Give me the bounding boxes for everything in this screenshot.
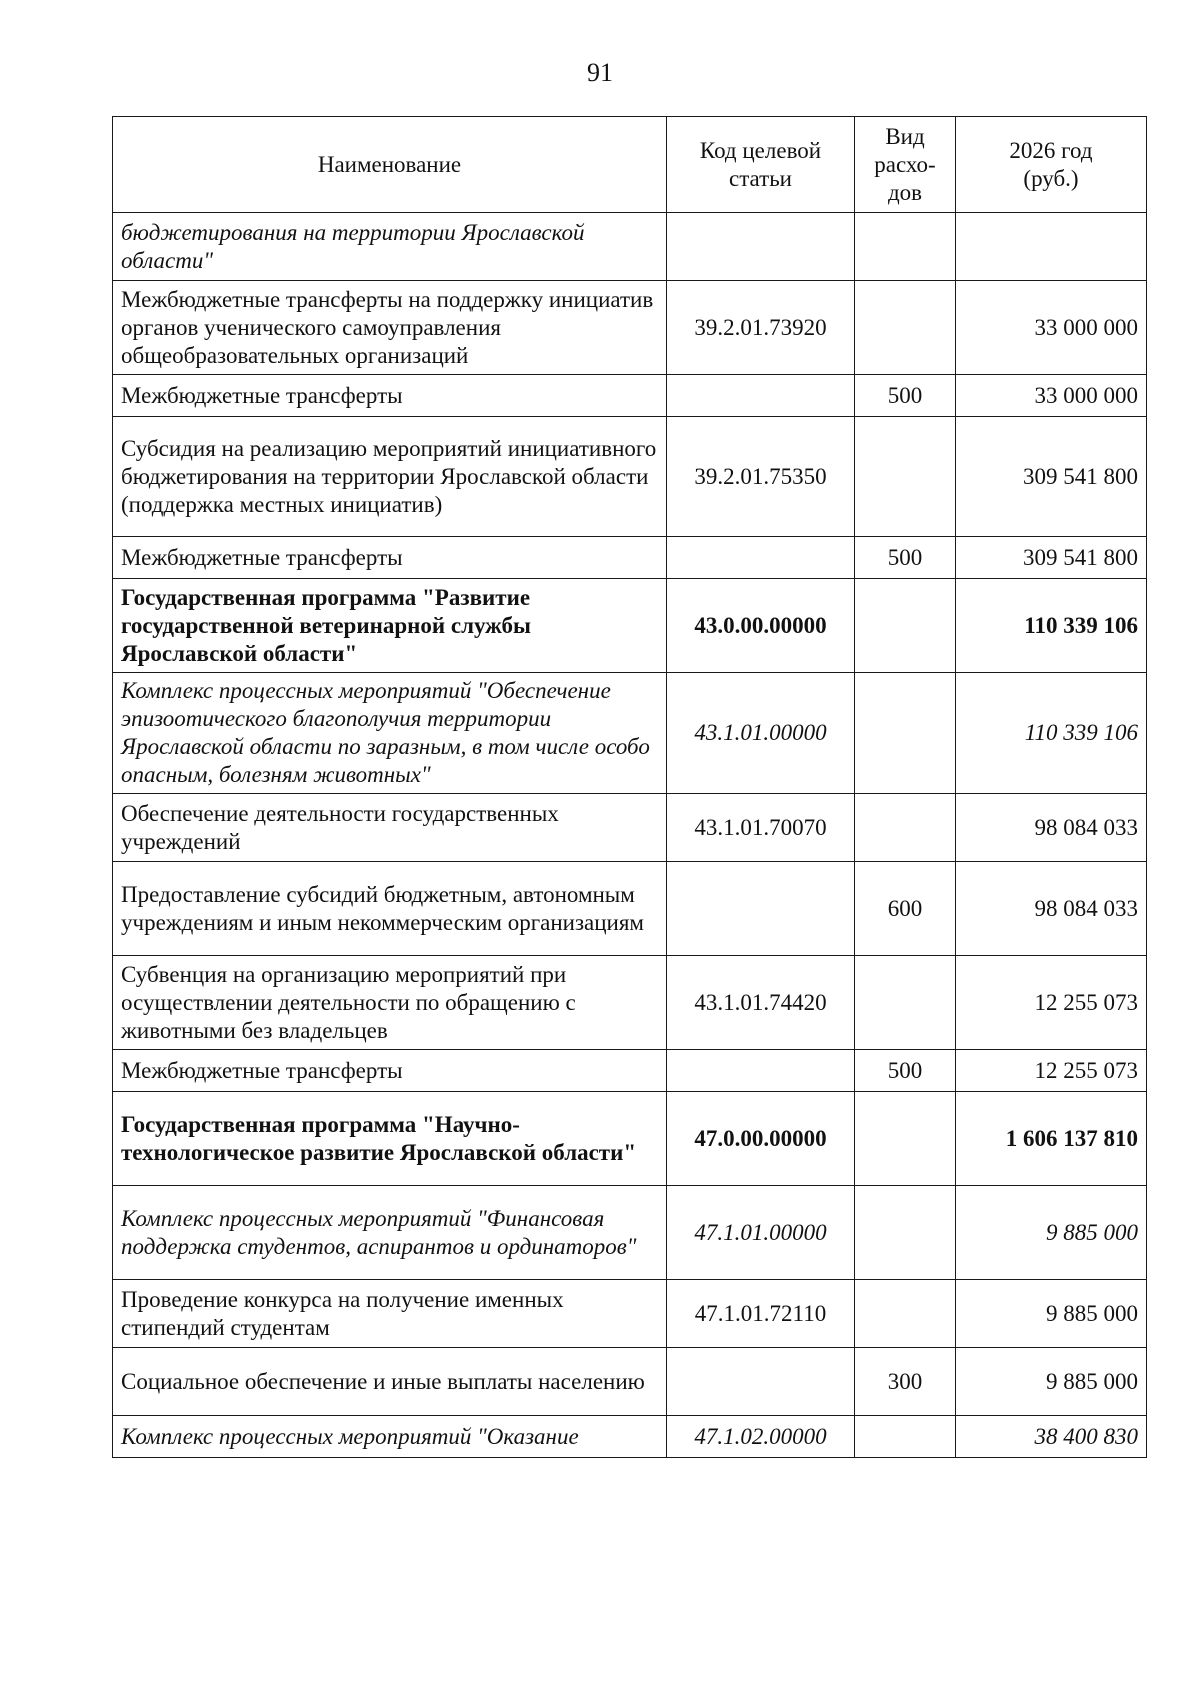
cell-sum: 9 885 000 <box>956 1348 1147 1416</box>
header-type <box>855 117 956 213</box>
cell-name: Межбюджетные трансферты <box>113 375 667 417</box>
cell-sum: 38 400 830 <box>956 1416 1147 1458</box>
cell-sum: 98 084 033 <box>956 862 1147 956</box>
cell-name: Межбюджетные трансферты <box>113 1050 667 1092</box>
cell-type <box>855 281 956 375</box>
cell-name: бюджетирования на территории Ярославской области" <box>113 213 667 281</box>
cell-type <box>855 1280 956 1348</box>
cell-type: 600 <box>855 862 956 956</box>
cell-type <box>855 673 956 794</box>
table-row <box>113 862 1147 956</box>
cell-name: Комплекс процессных мероприятий "Обеспечение эпизоотического благополучия территории Ярославской области по заразным, в том числе особо опасным, болезням животных" <box>113 673 667 794</box>
cell-type <box>855 1092 956 1186</box>
cell-name: Межбюджетные трансферты на поддержку инициатив органов ученического самоуправления общеобразовательных организаций <box>113 281 667 375</box>
budget-table <box>112 116 1147 1458</box>
table-row <box>113 1092 1147 1186</box>
cell-name: Проведение конкурса на получение именных стипендий студентам <box>113 1280 667 1348</box>
cell-name: Субсидия на реализацию мероприятий инициативного бюджетирования на территории Ярославской области (поддержка местных инициатив) <box>113 417 667 537</box>
cell-sum: 1 606 137 810 <box>956 1092 1147 1186</box>
cell-sum: 12 255 073 <box>956 1050 1147 1092</box>
cell-name: Комплекс процессных мероприятий "Оказание <box>113 1416 667 1458</box>
cell-sum: 309 541 800 <box>956 537 1147 579</box>
header-code-line1: Код целевой <box>699 137 822 163</box>
table-row <box>113 213 1147 281</box>
header-type-line1: Вид <box>885 123 925 149</box>
cell-sum <box>956 213 1147 281</box>
cell-code: 47.1.01.00000 <box>667 1186 855 1280</box>
table-row <box>113 1348 1147 1416</box>
header-sum-line2: (руб.) <box>1023 165 1079 191</box>
cell-type: 500 <box>855 375 956 417</box>
cell-sum: 33 000 000 <box>956 281 1147 375</box>
header-sum-line1: 2026 год <box>1009 137 1093 163</box>
cell-code: 43.0.00.00000 <box>667 579 855 673</box>
cell-name: Социальное обеспечение и иные выплаты населению <box>113 1348 667 1416</box>
cell-code: 47.0.00.00000 <box>667 1092 855 1186</box>
cell-type <box>855 794 956 862</box>
cell-name: Обеспечение деятельности государственных учреждений <box>113 794 667 862</box>
cell-sum: 98 084 033 <box>956 794 1147 862</box>
cell-sum: 9 885 000 <box>956 1280 1147 1348</box>
cell-type: 500 <box>855 537 956 579</box>
cell-code <box>667 537 855 579</box>
cell-type <box>855 1186 956 1280</box>
table-row <box>113 417 1147 537</box>
table-row <box>113 673 1147 794</box>
table-row <box>113 956 1147 1050</box>
cell-code: 39.2.01.73920 <box>667 281 855 375</box>
header-code-line2: статьи <box>728 165 792 191</box>
cell-code: 43.1.01.00000 <box>667 673 855 794</box>
table-row <box>113 579 1147 673</box>
cell-name: Государственная программа "Научно-технологическое развитие Ярославской области" <box>113 1092 667 1186</box>
cell-sum: 12 255 073 <box>956 956 1147 1050</box>
page-number: 91 <box>587 58 613 87</box>
cell-type <box>855 213 956 281</box>
table-row <box>113 1280 1147 1348</box>
cell-code <box>667 375 855 417</box>
table-row <box>113 1050 1147 1092</box>
header-type-line3: дов <box>887 179 923 205</box>
cell-code <box>667 1348 855 1416</box>
cell-type: 500 <box>855 1050 956 1092</box>
cell-code: 47.1.01.72110 <box>667 1280 855 1348</box>
header-code <box>667 117 855 213</box>
table-row <box>113 1186 1147 1280</box>
header-name <box>113 117 667 213</box>
cell-code: 43.1.01.70070 <box>667 794 855 862</box>
cell-code <box>667 213 855 281</box>
table-row <box>113 794 1147 862</box>
cell-sum: 110 339 106 <box>956 673 1147 794</box>
cell-name: Предоставление субсидий бюджетным, автономным учреждениям и иным некоммерческим организациям <box>113 862 667 956</box>
cell-type <box>855 1416 956 1458</box>
cell-code: 43.1.01.74420 <box>667 956 855 1050</box>
cell-type <box>855 579 956 673</box>
cell-code <box>667 862 855 956</box>
cell-name: Субвенция на организацию мероприятий при осуществлении деятельности по обращению с животными без владельцев <box>113 956 667 1050</box>
table-row <box>113 537 1147 579</box>
cell-code: 47.1.02.00000 <box>667 1416 855 1458</box>
cell-sum: 309 541 800 <box>956 417 1147 537</box>
cell-sum: 110 339 106 <box>956 579 1147 673</box>
cell-type <box>855 417 956 537</box>
cell-type <box>855 956 956 1050</box>
cell-code <box>667 1050 855 1092</box>
header-type-line2: расхо- <box>874 151 936 177</box>
table-header-row <box>113 117 1147 213</box>
table-row <box>113 1416 1147 1458</box>
cell-code: 39.2.01.75350 <box>667 417 855 537</box>
header-name-label: Наименование <box>317 151 462 177</box>
cell-sum: 33 000 000 <box>956 375 1147 417</box>
cell-name: Комплекс процессных мероприятий "Финансовая поддержка студентов, аспирантов и ординаторов" <box>113 1186 667 1280</box>
budget-table-body <box>113 213 1147 1458</box>
table-row <box>113 375 1147 417</box>
cell-name: Межбюджетные трансферты <box>113 537 667 579</box>
cell-type: 300 <box>855 1348 956 1416</box>
header-sum <box>956 117 1147 213</box>
cell-sum: 9 885 000 <box>956 1186 1147 1280</box>
table-row <box>113 281 1147 375</box>
cell-name: Государственная программа "Развитие государственной ветеринарной службы Ярославской области" <box>113 579 667 673</box>
